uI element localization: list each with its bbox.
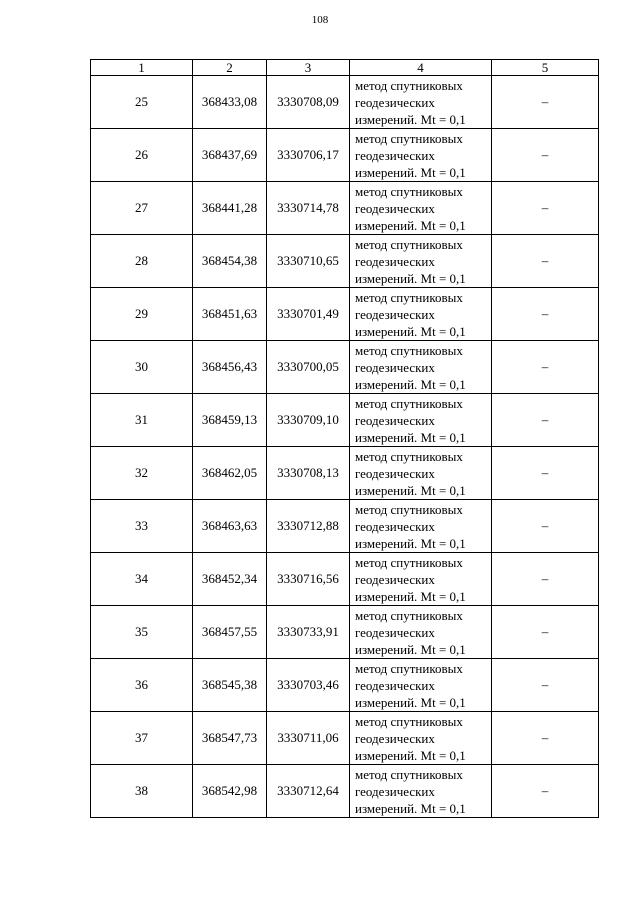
point-number-cell: 33 [91,500,193,553]
x-coordinate-cell: 368451,63 [193,288,267,341]
point-number-cell: 26 [91,129,193,182]
table-row [91,712,599,765]
x-coordinate-cell: 368454,38 [193,235,267,288]
y-coordinate-cell: 3330716,56 [267,553,350,606]
method-cell [350,659,492,712]
table-row [91,606,599,659]
note-cell: – [492,447,599,500]
x-coordinate-cell: 368542,98 [193,765,267,818]
point-number-cell: 38 [91,765,193,818]
point-number-cell: 34 [91,553,193,606]
note-cell: – [492,288,599,341]
method-line: измерений. Mt = 0,1 [355,217,466,233]
method-line: метод спутниковых [355,501,463,517]
column-header: 4 [350,60,492,76]
y-coordinate-cell: 3330708,09 [267,76,350,129]
note-cell: – [492,341,599,394]
table-row [91,235,599,288]
method-cell [350,341,492,394]
note-cell: – [492,553,599,606]
method-line: геодезических [355,783,435,799]
table-row [91,659,599,712]
point-number-cell: 36 [91,659,193,712]
table-row [91,765,599,818]
method-cell [350,500,492,553]
method-line: метод спутниковых [355,342,463,358]
note-cell: – [492,129,599,182]
x-coordinate-cell: 368463,63 [193,500,267,553]
point-number-cell: 31 [91,394,193,447]
method-line: измерений. Mt = 0,1 [355,747,466,763]
note-cell: – [492,394,599,447]
table-row [91,76,599,129]
method-cell [350,235,492,288]
point-number-cell: 28 [91,235,193,288]
point-number-cell: 25 [91,76,193,129]
method-line: геодезических [355,730,435,746]
page-number: 108 [311,14,329,26]
x-coordinate-cell: 368441,28 [193,182,267,235]
method-line: метод спутниковых [355,77,463,93]
table-row [91,500,599,553]
column-header: 1 [91,60,193,76]
method-line: геодезических [355,306,435,322]
method-line: метод спутниковых [355,395,463,411]
method-line: измерений. Mt = 0,1 [355,482,466,498]
note-cell: – [492,765,599,818]
y-coordinate-cell: 3330703,46 [267,659,350,712]
x-coordinate-cell: 368459,13 [193,394,267,447]
note-cell: – [492,712,599,765]
table-row [91,447,599,500]
table-row [91,394,599,447]
y-coordinate-cell: 3330712,64 [267,765,350,818]
point-number-cell: 32 [91,447,193,500]
x-coordinate-cell: 368462,05 [193,447,267,500]
method-line: геодезических [355,94,435,110]
method-cell [350,553,492,606]
method-line: измерений. Mt = 0,1 [355,641,466,657]
column-header: 5 [492,60,599,76]
method-line: метод спутниковых [355,660,463,676]
method-line: геодезических [355,147,435,163]
method-cell [350,182,492,235]
coordinates-table [90,59,599,818]
method-line: геодезических [355,253,435,269]
table-row [91,129,599,182]
method-cell [350,288,492,341]
table-row [91,182,599,235]
method-line: измерений. Mt = 0,1 [355,800,466,816]
point-number-cell: 27 [91,182,193,235]
method-line: геодезических [355,412,435,428]
x-coordinate-cell: 368433,08 [193,76,267,129]
table-body [91,76,599,818]
x-coordinate-cell: 368437,69 [193,129,267,182]
point-number-cell: 37 [91,712,193,765]
method-line: метод спутниковых [355,607,463,623]
y-coordinate-cell: 3330701,49 [267,288,350,341]
x-coordinate-cell: 368547,73 [193,712,267,765]
y-coordinate-cell: 3330714,78 [267,182,350,235]
y-coordinate-cell: 3330711,06 [267,712,350,765]
y-coordinate-cell: 3330712,88 [267,500,350,553]
x-coordinate-cell: 368456,43 [193,341,267,394]
method-line: метод спутниковых [355,766,463,782]
method-line: метод спутниковых [355,289,463,305]
x-coordinate-cell: 368545,38 [193,659,267,712]
method-cell [350,447,492,500]
method-line: измерений. Mt = 0,1 [355,694,466,710]
method-line: измерений. Mt = 0,1 [355,270,466,286]
method-line: геодезических [355,677,435,693]
table-row [91,288,599,341]
method-line: метод спутниковых [355,448,463,464]
method-cell [350,394,492,447]
method-line: геодезических [355,624,435,640]
x-coordinate-cell: 368452,34 [193,553,267,606]
point-number-cell: 35 [91,606,193,659]
method-line: измерений. Mt = 0,1 [355,111,466,127]
method-line: метод спутниковых [355,713,463,729]
method-line: измерений. Mt = 0,1 [355,376,466,392]
note-cell: – [492,606,599,659]
method-line: геодезических [355,465,435,481]
method-line: измерений. Mt = 0,1 [355,535,466,551]
header-row [91,60,599,76]
table-row [91,553,599,606]
y-coordinate-cell: 3330706,17 [267,129,350,182]
method-cell [350,765,492,818]
method-line: геодезических [355,359,435,375]
x-coordinate-cell: 368457,55 [193,606,267,659]
method-cell [350,76,492,129]
method-line: геодезических [355,518,435,534]
point-number-cell: 29 [91,288,193,341]
method-cell [350,606,492,659]
column-header: 2 [193,60,267,76]
column-header: 3 [267,60,350,76]
note-cell: – [492,659,599,712]
point-number-cell: 30 [91,341,193,394]
method-cell [350,129,492,182]
note-cell: – [492,500,599,553]
note-cell: – [492,182,599,235]
y-coordinate-cell: 3330700,05 [267,341,350,394]
method-cell [350,712,492,765]
method-line: измерений. Mt = 0,1 [355,323,466,339]
method-line: геодезических [355,200,435,216]
method-line: измерений. Mt = 0,1 [355,164,466,180]
y-coordinate-cell: 3330733,91 [267,606,350,659]
note-cell: – [492,76,599,129]
y-coordinate-cell: 3330708,13 [267,447,350,500]
y-coordinate-cell: 3330709,10 [267,394,350,447]
table-row [91,341,599,394]
method-line: геодезических [355,571,435,587]
note-cell: – [492,235,599,288]
y-coordinate-cell: 3330710,65 [267,235,350,288]
method-line: измерений. Mt = 0,1 [355,429,466,445]
method-line: измерений. Mt = 0,1 [355,588,466,604]
method-line: метод спутниковых [355,183,463,199]
method-line: метод спутниковых [355,236,463,252]
method-line: метод спутниковых [355,130,463,146]
method-line: метод спутниковых [355,554,463,570]
